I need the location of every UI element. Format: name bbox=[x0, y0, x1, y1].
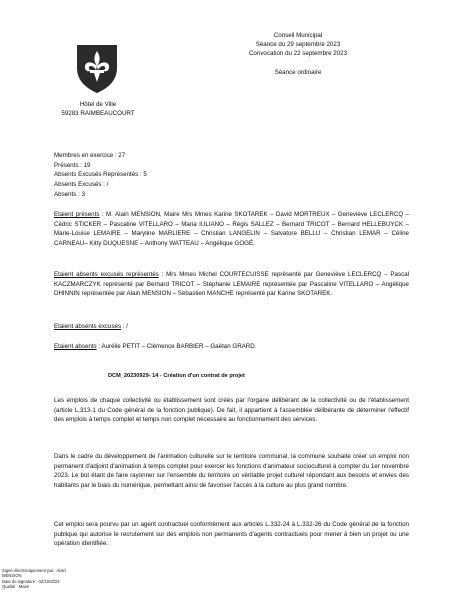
excused-members bbox=[54, 322, 409, 332]
session-date: Séance du 29 septembre 2023 bbox=[255, 41, 341, 48]
signature-line: Signé électroniquement par : Alain bbox=[2, 568, 66, 573]
town-address bbox=[58, 100, 138, 118]
present-list: : M. Alain MENSION, Maire Mrs Mmes Karine SKOTAREK – David MORTREUX – Geneviève LECLERCQ – Cédric STICKER – Pascaline VITELLARO – Maria IULIANO – Régis SALLEZ – Bernard TRICOT – Bernard HELLEBUYCK – Marie-Louise LEMAIRE – Maryline MARLIERE – Christian LANGELIN – Salvatore BELLU – Christian LEMAR – Céline CARNEAU– Kitty DUQUESNE – Anthony WATTEAU – Angélique GOGÉ. bbox=[54, 211, 410, 247]
town-logo bbox=[74, 42, 120, 94]
represented-list: : Mrs Mmes Michel COURTECUISSE représenté par Geneviève LECLERCQ – Pascal KACZMARCZYK représenté par Bernard TRICOT – Stéphanie LEMAIRE représentée par Pascaline VITELLARO – Angélique DHINNIN représentée par Alain MENSION – Sébastien MANCHE représenté par Karine SKOTAREK. bbox=[54, 271, 410, 298]
count-line: Membres en exercice : 27 bbox=[54, 152, 126, 159]
represented-label: Etaient absents excusés représentés bbox=[54, 271, 159, 278]
count-line: Absents Excusés Représentés : 5 bbox=[54, 171, 147, 179]
excused-list: : / bbox=[121, 323, 128, 330]
body-paragraph: Cet emploi sera pourvu par un agent contractuel conformément aux articles L.332-24 à L.332-26 du Code général de la fonction publique qui autorise le recrutement sur des emplois non permanents d'agents contractuels pour mener à bien un projet ou une opération identifiée. bbox=[54, 521, 409, 548]
excused-label: Etaient absents excusés bbox=[54, 323, 122, 330]
signature-role: Qualité : Maire bbox=[2, 584, 30, 590]
town-postcode: 59283 RAIMBEAUCOURT bbox=[61, 110, 135, 117]
session-type: Séance ordinaire bbox=[274, 69, 322, 76]
represented-members bbox=[54, 270, 409, 299]
town-hall-label: Hôtel de Ville bbox=[79, 101, 117, 108]
absent-label: Etaient absents bbox=[54, 343, 97, 350]
council-title: Conseil Municipal bbox=[273, 32, 323, 39]
signature-date: Date de signature : 02/10/2023 bbox=[2, 578, 60, 584]
body-paragraph: Les emplois de chaque collectivité ou établissement sont créés par l'organe délibérant de la collectivité ou de l'établissement (article L.313-1 du Code général de la fonction publique). De fait, il appartient à l'assemblée délibérante de déterminer l'effectif des emplois à temps complet et temps non complet nécessaire au fonctionnement des services. bbox=[54, 397, 409, 424]
absent-list: : Aurélie PETIT – Clémence BARBIER – Gaëtan GRARD. bbox=[96, 343, 257, 350]
count-line: Absents Excusés : / bbox=[54, 181, 109, 189]
present-members bbox=[54, 210, 409, 248]
count-line: Absents : 3 bbox=[54, 190, 85, 198]
convocation-date: Convocation du 22 septembre 2023 bbox=[248, 50, 348, 57]
signature-stamp bbox=[2, 568, 66, 590]
fleur-de-lis-shield-icon bbox=[74, 42, 120, 94]
body-paragraph: Dans le cadre du développement de l'animation culturelle sur le territoire communal, la commune souhaite créer un emploi non permanent d'adjoint d'animation à temps complet pour exercer les fonctions d'animateur socioculturel à compter du 1er novembre 2023. Le but étant de faire rayonner sur l'ensemble du territoire un véritable projet culturel répondant aux besoins et envies des habitants par le biais du numérique, permettant ainsi de favoriser l'accès à la culture au plus grand nombre. bbox=[54, 453, 409, 489]
signature-line: MENSION bbox=[2, 573, 22, 579]
session-header bbox=[228, 31, 368, 77]
deliberation-title: DCM_20230929- 14 - Création d'un contrat de projet bbox=[108, 373, 245, 379]
member-counts bbox=[54, 151, 147, 200]
present-label: Etaient présents bbox=[54, 211, 100, 218]
count-line: Présents : 19 bbox=[54, 161, 91, 169]
absent-members bbox=[54, 342, 409, 352]
